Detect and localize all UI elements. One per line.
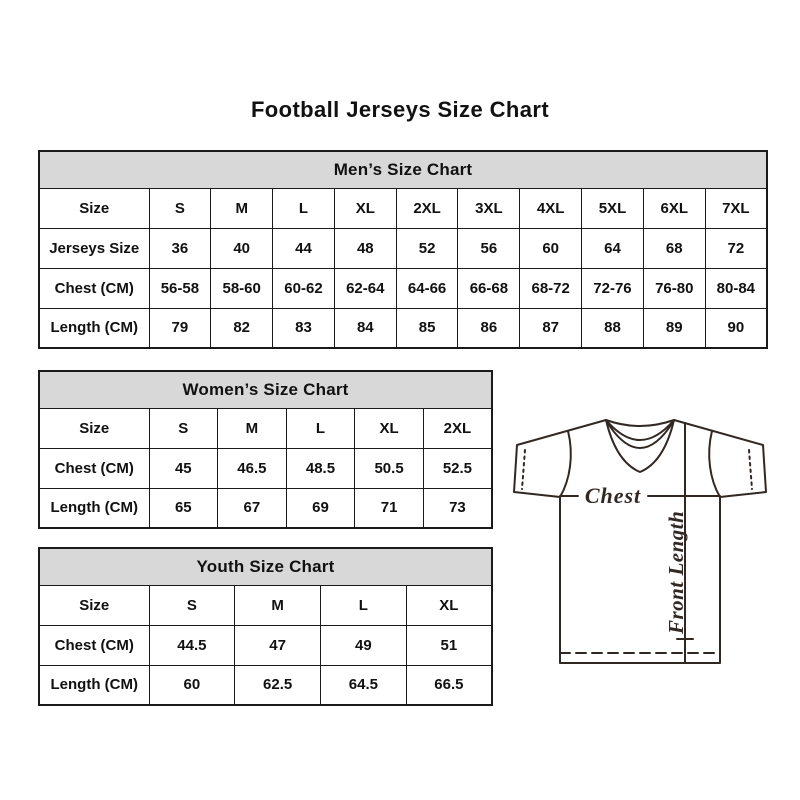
- womens-size-table: [38, 370, 493, 529]
- mens-table-header-row: [39, 151, 767, 188]
- table-cell: L: [321, 585, 407, 625]
- table-cell: 68: [643, 228, 705, 268]
- table-cell: 62.5: [235, 665, 321, 705]
- table-cell: 71: [355, 488, 424, 528]
- table-cell: 72-76: [582, 268, 644, 308]
- table-cell: 51: [406, 625, 492, 665]
- womens-table-header-row: [39, 371, 492, 408]
- row-header-cell: Chest (CM): [39, 625, 149, 665]
- page-title: Football Jerseys Size Chart: [250, 97, 550, 122]
- table-cell: 49: [321, 625, 407, 665]
- table-cell: 65: [149, 488, 218, 528]
- table-cell: 52: [396, 228, 458, 268]
- table-cell: 90: [705, 308, 767, 348]
- table-cell: M: [211, 188, 273, 228]
- table-cell: 64.5: [321, 665, 407, 705]
- row-header-cell: Chest (CM): [39, 268, 149, 308]
- table-cell: S: [149, 585, 235, 625]
- table-cell: 47: [235, 625, 321, 665]
- row-header-cell: Length (CM): [39, 488, 149, 528]
- table-cell: 60: [520, 228, 582, 268]
- table-cell: 56-58: [149, 268, 211, 308]
- table-row: [39, 408, 492, 448]
- table-cell: 4XL: [520, 188, 582, 228]
- table-cell: 64-66: [396, 268, 458, 308]
- jersey-measurement-diagram: [502, 410, 772, 670]
- mens-size-table: [38, 150, 768, 349]
- mens-table-title: Men’s Size Chart: [39, 151, 767, 188]
- table-cell: 86: [458, 308, 520, 348]
- table-cell: 68-72: [520, 268, 582, 308]
- table-cell: M: [218, 408, 287, 448]
- table-cell: 67: [218, 488, 287, 528]
- table-row: [39, 488, 492, 528]
- table-cell: 83: [273, 308, 335, 348]
- row-header-cell: Size: [39, 585, 149, 625]
- table-cell: 66-68: [458, 268, 520, 308]
- row-header-cell: Size: [39, 408, 149, 448]
- row-header-cell: Size: [39, 188, 149, 228]
- table-cell: 3XL: [458, 188, 520, 228]
- table-cell: 56: [458, 228, 520, 268]
- youth-size-table: [38, 547, 493, 706]
- youth-table-header-row: [39, 548, 492, 585]
- table-cell: 7XL: [705, 188, 767, 228]
- table-cell: XL: [406, 585, 492, 625]
- table-cell: XL: [334, 188, 396, 228]
- table-cell: 48: [334, 228, 396, 268]
- table-row: [39, 228, 767, 268]
- table-cell: 79: [149, 308, 211, 348]
- table-cell: 73: [423, 488, 492, 528]
- table-cell: 84: [334, 308, 396, 348]
- chest-label: Chest: [584, 483, 642, 508]
- table-cell: 60-62: [273, 268, 335, 308]
- table-cell: XL: [355, 408, 424, 448]
- table-row: [39, 188, 767, 228]
- table-cell: 46.5: [218, 448, 287, 488]
- row-header-cell: Length (CM): [39, 665, 149, 705]
- table-cell: S: [149, 408, 218, 448]
- table-cell: 58-60: [211, 268, 273, 308]
- table-cell: 82: [211, 308, 273, 348]
- table-cell: L: [273, 188, 335, 228]
- table-cell: 5XL: [582, 188, 644, 228]
- table-cell: 45: [149, 448, 218, 488]
- row-header-cell: Chest (CM): [39, 448, 149, 488]
- table-cell: 85: [396, 308, 458, 348]
- table-row: [39, 665, 492, 705]
- table-row: [39, 448, 492, 488]
- table-cell: 88: [582, 308, 644, 348]
- table-cell: 52.5: [423, 448, 492, 488]
- row-header-cell: Length (CM): [39, 308, 149, 348]
- jersey-body-outline: [514, 420, 766, 663]
- row-header-cell: Jerseys Size: [39, 228, 149, 268]
- table-cell: 2XL: [423, 408, 492, 448]
- table-row: [39, 625, 492, 665]
- table-cell: 87: [520, 308, 582, 348]
- jersey-illustration: [502, 410, 772, 670]
- table-cell: 72: [705, 228, 767, 268]
- table-cell: 50.5: [355, 448, 424, 488]
- table-cell: 40: [211, 228, 273, 268]
- table-cell: 36: [149, 228, 211, 268]
- table-cell: 64: [582, 228, 644, 268]
- table-cell: 44: [273, 228, 335, 268]
- table-cell: M: [235, 585, 321, 625]
- youth-table-title: Youth Size Chart: [39, 548, 492, 585]
- table-cell: 48.5: [286, 448, 355, 488]
- table-cell: 66.5: [406, 665, 492, 705]
- table-cell: 6XL: [643, 188, 705, 228]
- front-length-label: Front Length: [664, 510, 688, 634]
- table-cell: 89: [643, 308, 705, 348]
- womens-table-title: Women’s Size Chart: [39, 371, 492, 408]
- table-cell: 44.5: [149, 625, 235, 665]
- table-row: [39, 268, 767, 308]
- table-cell: 76-80: [643, 268, 705, 308]
- table-cell: 2XL: [396, 188, 458, 228]
- table-cell: 62-64: [334, 268, 396, 308]
- table-cell: 69: [286, 488, 355, 528]
- table-row: [39, 585, 492, 625]
- table-cell: L: [286, 408, 355, 448]
- table-row: [39, 308, 767, 348]
- table-cell: 80-84: [705, 268, 767, 308]
- table-cell: 60: [149, 665, 235, 705]
- table-cell: S: [149, 188, 211, 228]
